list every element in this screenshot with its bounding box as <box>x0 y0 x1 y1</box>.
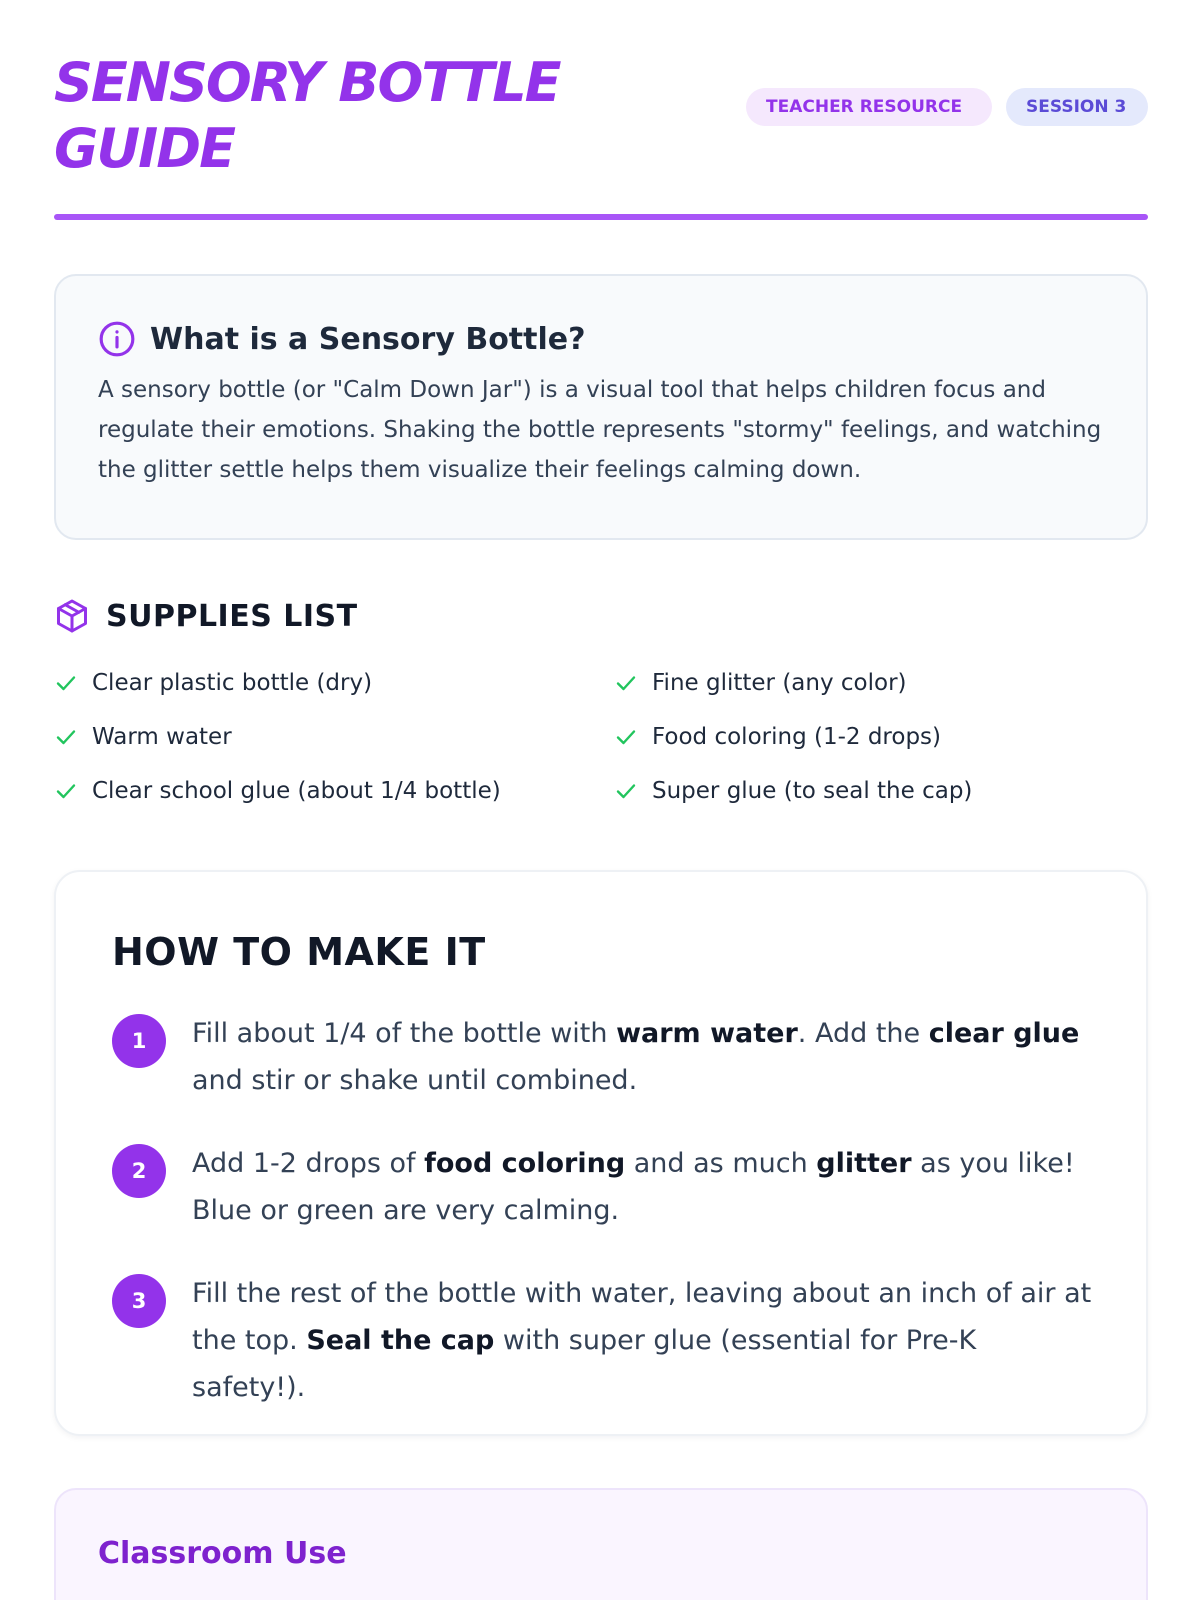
step-text-run: with super glue (essential for Pre-K safety!). <box>192 1325 977 1403</box>
supplies-heading-row <box>54 598 358 634</box>
step-text <box>192 1140 1092 1234</box>
supplies-list <box>54 664 1148 810</box>
checkmark-icon <box>54 725 78 749</box>
supply-item <box>54 772 614 810</box>
step-number-badge: 1 <box>112 1014 166 1068</box>
page-title: SENSORY BOTTLE GUIDE <box>54 51 560 180</box>
checkmark-icon <box>54 779 78 803</box>
step-emphasis: glitter <box>816 1148 912 1179</box>
classroom-use-heading: Classroom Use <box>98 1536 347 1571</box>
step-text <box>192 1010 1092 1104</box>
classroom-use-card <box>54 1488 1148 1600</box>
step-emphasis: Seal the cap <box>306 1325 495 1356</box>
step-emphasis: food coloring <box>424 1148 626 1179</box>
step-text-run: Fill the rest of the bottle with water, leaving about an inch of air at the top. <box>192 1278 1092 1356</box>
info-body: A sensory bottle (or "Calm Down Jar") is a visual tool that helps children focus and regulate their emotions. Shaking the bottle represents "stormy" feelings, and watching the glitter settle helps them visualize their feelings calming down. <box>98 377 1102 483</box>
step-emphasis: warm water <box>616 1018 798 1049</box>
teacher-resource-badge: TEACHER RESOURCE <box>746 88 992 126</box>
step-text-run: as you like! Blue or green are very calming. <box>192 1148 1075 1226</box>
supply-item <box>54 664 614 702</box>
step-number-badge: 2 <box>112 1144 166 1198</box>
step-text-run: Fill about 1/4 of the bottle with <box>192 1018 617 1049</box>
steps-heading: HOW TO MAKE IT <box>112 930 486 974</box>
step-emphasis: clear glue <box>928 1018 1080 1049</box>
page-header <box>54 50 1148 222</box>
step-item <box>112 1144 1092 1234</box>
supply-item <box>614 664 1148 702</box>
supplies-heading: SUPPLIES LIST <box>106 598 358 634</box>
step-text <box>192 1270 1092 1411</box>
steps-card <box>54 870 1148 1436</box>
supply-label: Fine glitter (any color) <box>652 670 907 696</box>
session-badge: SESSION 3 <box>1006 88 1148 126</box>
package-icon <box>54 598 90 634</box>
supply-label: Clear plastic bottle (dry) <box>92 670 373 696</box>
checkmark-icon <box>614 725 638 749</box>
supply-label: Warm water <box>92 724 232 750</box>
checkmark-icon <box>614 779 638 803</box>
step-item <box>112 1274 1092 1411</box>
supply-label: Clear school glue (about 1/4 bottle) <box>92 778 501 804</box>
checkmark-icon <box>54 671 78 695</box>
step-text-run: and stir or shake until combined. <box>192 1065 638 1096</box>
info-card <box>54 274 1148 540</box>
info-heading-row <box>98 320 1104 358</box>
badge-group <box>746 88 1148 126</box>
supply-label: Super glue (to seal the cap) <box>652 778 973 804</box>
supply-label: Food coloring (1-2 drops) <box>652 724 942 750</box>
info-icon <box>98 320 136 358</box>
step-number-badge: 3 <box>112 1274 166 1328</box>
step-text-run: Add 1-2 drops of <box>192 1148 425 1179</box>
checkmark-icon <box>614 671 638 695</box>
header-divider <box>54 214 1148 220</box>
supply-item <box>614 772 1148 810</box>
supply-item <box>614 718 1148 756</box>
step-text-run: . Add the <box>797 1018 929 1049</box>
step-text-run: and as much <box>625 1148 817 1179</box>
supply-item <box>54 718 614 756</box>
info-heading: What is a Sensory Bottle? <box>150 321 586 357</box>
step-item <box>112 1014 1092 1104</box>
